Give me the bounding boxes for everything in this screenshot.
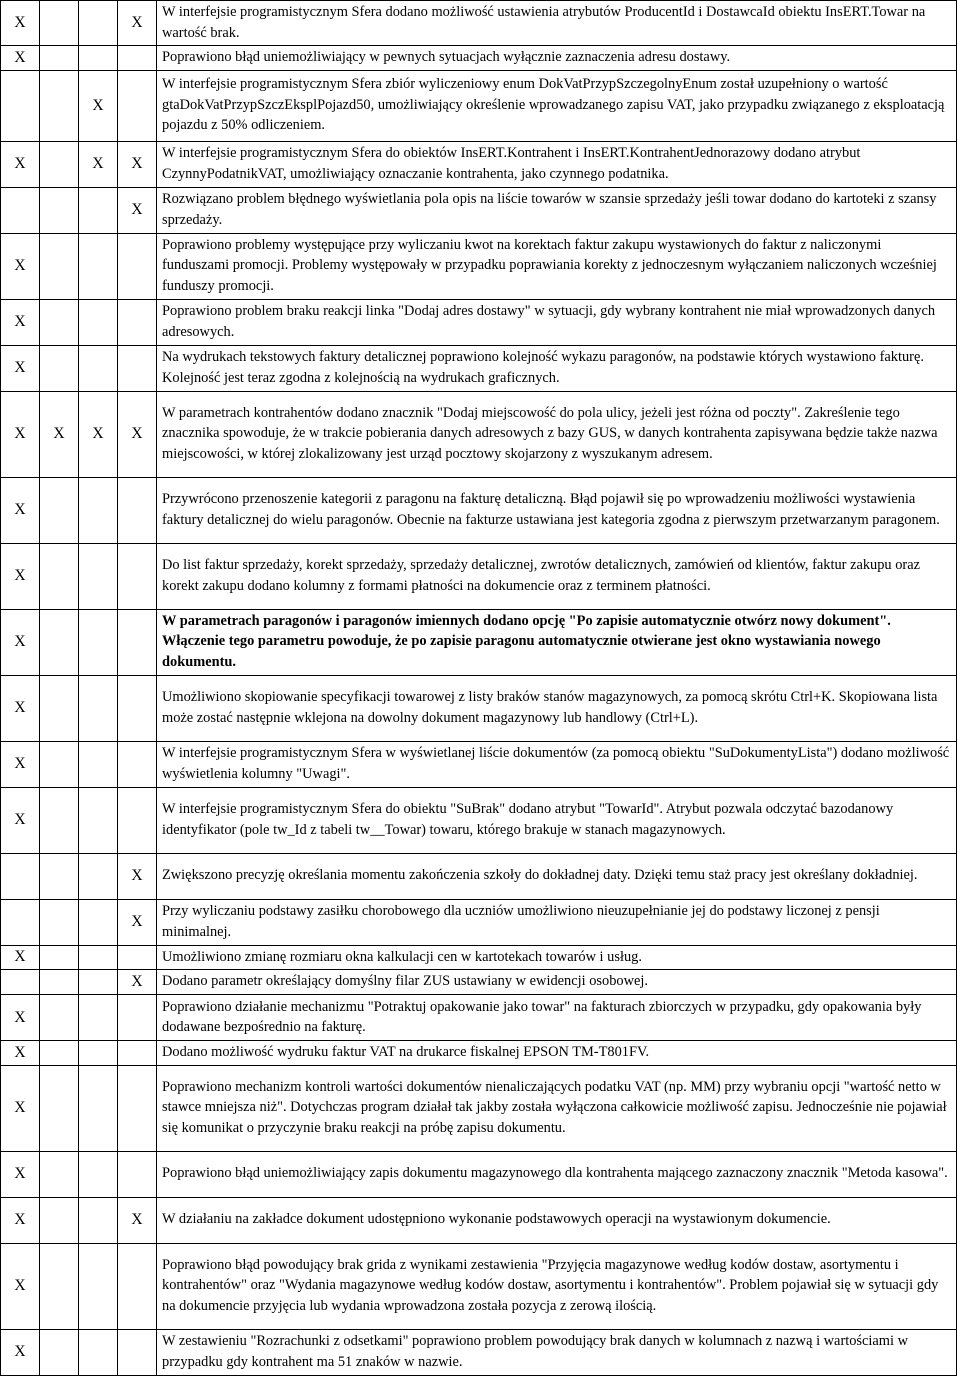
table-row [1, 609, 957, 675]
change-description: Przy wyliczaniu podstawy zasiłku chorobowego dla uczniów umożliwiono nieuzupełnianie jej do podstawy liczonej z pensji minimalnej. [157, 899, 957, 945]
mark-cell-1: X [1, 1041, 40, 1066]
mark-cell-2 [40, 1243, 79, 1329]
mark-cell-2 [40, 543, 79, 609]
change-description: Umożliwiono zmianę rozmiaru okna kalkulacji cen w kartotekach towarów i usług. [157, 945, 957, 970]
table-row [1, 970, 957, 995]
table-row [1, 233, 957, 299]
mark-cell-1 [1, 899, 40, 945]
mark-cell-2 [40, 1329, 79, 1375]
change-description: Poprawiono błąd powodujący brak grida z wynikami zestawienia "Przyjęcia magazynowe według kodów dostaw, asortymentu i kontrahentów" oraz "Wydania magazynowe według kodów dostaw, asortymentu i kontrahentów". Problem pojawiał się w sytuacji gdy na dokumencie przyjęcia lub wydania wprowadzona została pozycja z zerową ilością. [157, 1243, 957, 1329]
mark-cell-2 [40, 995, 79, 1041]
mark-cell-1: X [1, 46, 40, 71]
change-description: W zestawieniu "Rozrachunki z odsetkami" poprawiono problem powodujący brak danych w kolumnach z nazwą i wartościami w przypadku gdy kontrahent ma 51 znaków w nazwie. [157, 1329, 957, 1375]
mark-cell-1 [1, 70, 40, 141]
table-row [1, 187, 957, 233]
table-row [1, 995, 957, 1041]
table-row [1, 1329, 957, 1375]
change-description: Poprawiono błąd uniemożliwiający w pewnych sytuacjach wyłącznie zaznaczenia adresu dostawy. [157, 46, 957, 71]
mark-cell-4 [118, 1243, 157, 1329]
change-description: Na wydrukach tekstowych faktury detalicznej poprawiono kolejność wykazu paragonów, na podstawie których wystawiono fakturę. Kolejność jest teraz zgodna z kolejnością na wydrukach graficznych. [157, 345, 957, 391]
mark-cell-4 [118, 1065, 157, 1151]
table-row [1, 787, 957, 853]
mark-cell-1: X [1, 233, 40, 299]
mark-cell-3 [79, 787, 118, 853]
mark-cell-4: X [118, 970, 157, 995]
mark-cell-2 [40, 609, 79, 675]
mark-cell-3 [79, 853, 118, 899]
mark-cell-4 [118, 995, 157, 1041]
table-row [1, 1151, 957, 1197]
changelog-body [1, 1, 957, 1376]
mark-cell-2 [40, 1041, 79, 1066]
mark-cell-1 [1, 187, 40, 233]
change-description: W interfejsie programistycznym Sfera do obiektów InsERT.Kontrahent i InsERT.KontrahentJednorazowy dodano atrybut CzynnyPodatnikVAT, umożliwiający oznaczanie kontrahenta, jako czynnego podatnika. [157, 141, 957, 187]
change-description: W parametrach kontrahentów dodano znacznik "Dodaj miejscowość do pola ulicy, jeżeli jest różna od poczty". Zakreślenie tego znacznika spowoduje, że w trakcie pobierania danych adresowych z bazy GUS, w danych kontrahenta zapisywana będzie także nazwa miejscowości, w której zlokalizowany jest urząd pocztowy skojarzony z wyszukanym adresem. [157, 391, 957, 477]
mark-cell-3 [79, 970, 118, 995]
table-row [1, 675, 957, 741]
mark-cell-2 [40, 853, 79, 899]
mark-cell-2 [40, 141, 79, 187]
mark-cell-1: X [1, 543, 40, 609]
mark-cell-3 [79, 945, 118, 970]
mark-cell-2 [40, 187, 79, 233]
change-description: Poprawiono błąd uniemożliwiający zapis dokumentu magazynowego dla kontrahenta mającego zaznaczony znacznik "Metoda kasowa". [157, 1151, 957, 1197]
mark-cell-1: X [1, 141, 40, 187]
mark-cell-3 [79, 995, 118, 1041]
mark-cell-3 [79, 675, 118, 741]
mark-cell-1 [1, 853, 40, 899]
mark-cell-1 [1, 970, 40, 995]
table-row [1, 1041, 957, 1066]
table-row [1, 853, 957, 899]
mark-cell-3 [79, 233, 118, 299]
mark-cell-1: X [1, 477, 40, 543]
table-row [1, 391, 957, 477]
mark-cell-3 [79, 1151, 118, 1197]
mark-cell-1: X [1, 1151, 40, 1197]
mark-cell-3 [79, 609, 118, 675]
mark-cell-3: X [79, 141, 118, 187]
mark-cell-3: X [79, 70, 118, 141]
mark-cell-4 [118, 741, 157, 787]
mark-cell-3 [79, 741, 118, 787]
change-description: Poprawiono problemy występujące przy wyliczaniu kwot na korektach faktur zakupu wystawionych do faktur z naliczonymi funduszami promocji. Problemy występowały w przypadku poprawiania korekty z jednoczesnym wyłączaniem naliczonych wcześniej funduszy promocji. [157, 233, 957, 299]
mark-cell-4 [118, 675, 157, 741]
mark-cell-4 [118, 345, 157, 391]
mark-cell-4 [118, 609, 157, 675]
mark-cell-1: X [1, 1329, 40, 1375]
mark-cell-1: X [1, 675, 40, 741]
mark-cell-2 [40, 1, 79, 46]
mark-cell-4: X [118, 1197, 157, 1243]
mark-cell-4: X [118, 853, 157, 899]
mark-cell-4 [118, 1329, 157, 1375]
mark-cell-3 [79, 477, 118, 543]
change-description: Dodano parametr określający domyślny filar ZUS ustawiany w ewidencji osobowej. [157, 970, 957, 995]
mark-cell-2 [40, 299, 79, 345]
mark-cell-2 [40, 899, 79, 945]
mark-cell-2 [40, 1065, 79, 1151]
mark-cell-1: X [1, 1065, 40, 1151]
mark-cell-4 [118, 477, 157, 543]
table-row [1, 46, 957, 71]
mark-cell-4: X [118, 1, 157, 46]
mark-cell-3 [79, 187, 118, 233]
table-row [1, 945, 957, 970]
mark-cell-4: X [118, 141, 157, 187]
mark-cell-4 [118, 945, 157, 970]
mark-cell-4 [118, 1041, 157, 1066]
mark-cell-3 [79, 299, 118, 345]
table-row [1, 543, 957, 609]
mark-cell-2 [40, 675, 79, 741]
mark-cell-2 [40, 1197, 79, 1243]
mark-cell-2 [40, 233, 79, 299]
mark-cell-1: X [1, 299, 40, 345]
change-description: Zwiększono precyzję określania momentu zakończenia szkoły do dokładnej daty. Dzięki temu staż pracy jest określany dokładniej. [157, 853, 957, 899]
change-description: W działaniu na zakładce dokument udostępniono wykonanie podstawowych operacji na wystawionym dokumencie. [157, 1197, 957, 1243]
mark-cell-2 [40, 1151, 79, 1197]
mark-cell-3 [79, 543, 118, 609]
mark-cell-3 [79, 1197, 118, 1243]
mark-cell-1: X [1, 345, 40, 391]
change-description: W interfejsie programistycznym Sfera dodano możliwość ustawienia atrybutów ProducentId i DostawcaId obiektu InsERT.Towar na wartość brak. [157, 1, 957, 46]
table-row [1, 1197, 957, 1243]
change-description: Poprawiono mechanizm kontroli wartości dokumentów nienaliczających podatku VAT (np. MM) przy wybraniu opcji "wartość netto w stawce mniejsza niż". Dotychczas program działał tak jakby została wyłączona całkowicie możliwość zapisu. Jednocześnie nie pojawiał się komunikat o przyczynie braku reakcji na próbę zapisu dokumentu. [157, 1065, 957, 1151]
mark-cell-1: X [1, 609, 40, 675]
mark-cell-4 [118, 233, 157, 299]
mark-cell-4 [118, 543, 157, 609]
mark-cell-4 [118, 1151, 157, 1197]
table-row [1, 1243, 957, 1329]
mark-cell-2 [40, 970, 79, 995]
table-row [1, 899, 957, 945]
mark-cell-4: X [118, 187, 157, 233]
change-description: Rozwiązano problem błędnego wyświetlania pola opis na liście towarów w szansie sprzedaży jeśli towar dodano do kartoteki z szansy sprzedaży. [157, 187, 957, 233]
mark-cell-4 [118, 46, 157, 71]
mark-cell-2 [40, 945, 79, 970]
table-row [1, 1065, 957, 1151]
mark-cell-3 [79, 1065, 118, 1151]
mark-cell-2 [40, 46, 79, 71]
mark-cell-4: X [118, 899, 157, 945]
change-description: Do list faktur sprzedaży, korekt sprzedaży, sprzedaży detalicznej, zwrotów detalicznych, zamówień od klientów, faktur zakupu oraz korekt zakupu dodano kolumny z formami płatności na dokumencie oraz z terminem płatności. [157, 543, 957, 609]
mark-cell-2 [40, 70, 79, 141]
mark-cell-1: X [1, 1243, 40, 1329]
change-description: Umożliwiono skopiowanie specyfikacji towarowej z listy braków stanów magazynowych, za pomocą skrótu Ctrl+K. Skopiowana lista może zostać następnie wklejona na dowolny dokument magazynowy lub handlowy (Ctrl+L). [157, 675, 957, 741]
change-description: W interfejsie programistycznym Sfera zbiór wyliczeniowy enum DokVatPrzypSzczegolnyEnum został uzupełniony o wartość gtaDokVatPrzypSzczEksplPojazd50, umożliwiający określenie wprowadzanego zapisu VAT, jako przypadku związanego z eksploatacją pojazdu z 50% odliczeniem. [157, 70, 957, 141]
mark-cell-3 [79, 1329, 118, 1375]
mark-cell-2: X [40, 391, 79, 477]
mark-cell-1: X [1, 787, 40, 853]
table-row [1, 741, 957, 787]
mark-cell-1: X [1, 995, 40, 1041]
mark-cell-1: X [1, 1, 40, 46]
mark-cell-2 [40, 787, 79, 853]
mark-cell-1: X [1, 1197, 40, 1243]
mark-cell-4: X [118, 391, 157, 477]
table-row [1, 477, 957, 543]
mark-cell-3: X [79, 391, 118, 477]
mark-cell-1: X [1, 741, 40, 787]
mark-cell-3 [79, 899, 118, 945]
mark-cell-4 [118, 70, 157, 141]
table-row [1, 299, 957, 345]
mark-cell-3 [79, 1041, 118, 1066]
mark-cell-3 [79, 46, 118, 71]
change-description: Dodano możliwość wydruku faktur VAT na drukarce fiskalnej EPSON TM-T801FV. [157, 1041, 957, 1066]
change-description: Przywrócono przenoszenie kategorii z paragonu na fakturę detaliczną. Błąd pojawił się po wprowadzeniu możliwości wystawienia faktury detalicznej do wielu paragonów. Obecnie na fakturze ustawiana jest kategoria zgodna z pierwszym przetwarzanym paragonem. [157, 477, 957, 543]
mark-cell-2 [40, 477, 79, 543]
mark-cell-1: X [1, 391, 40, 477]
table-row [1, 70, 957, 141]
mark-cell-1: X [1, 945, 40, 970]
change-description: Poprawiono działanie mechanizmu "Potraktuj opakowanie jako towar" na fakturach zbiorczych w przypadku, gdy opakowania były dodawane bezpośrednio na fakturę. [157, 995, 957, 1041]
mark-cell-2 [40, 345, 79, 391]
mark-cell-4 [118, 787, 157, 853]
change-description: W interfejsie programistycznym Sfera w wyświetlanej liście dokumentów (za pomocą obiektu "SuDokumentyLista") dodano możliwość wyświetlenia kolumny "Uwagi". [157, 741, 957, 787]
mark-cell-3 [79, 345, 118, 391]
change-description: W parametrach paragonów i paragonów imiennych dodano opcję "Po zapisie automatycznie otwórz nowy dokument". Włączenie tego parametru powoduje, że po zapisie paragonu automatycznie otwierane jest okno wystawiania nowego dokumentu. [157, 609, 957, 675]
table-row [1, 1, 957, 46]
change-description: Poprawiono problem braku reakcji linka "Dodaj adres dostawy" w sytuacji, gdy wybrany kontrahent nie miał wprowadzonych danych adresowych. [157, 299, 957, 345]
mark-cell-3 [79, 1, 118, 46]
mark-cell-2 [40, 741, 79, 787]
mark-cell-3 [79, 1243, 118, 1329]
table-row [1, 345, 957, 391]
change-description: W interfejsie programistycznym Sfera do obiektu "SuBrak" dodano atrybut "TowarId". Atrybut pozwala odczytać bazodanowy identyfikator (pole tw_Id z tabeli tw__Towar) towaru, którego brakuje w stanach magazynowych. [157, 787, 957, 853]
mark-cell-4 [118, 299, 157, 345]
table-row [1, 141, 957, 187]
